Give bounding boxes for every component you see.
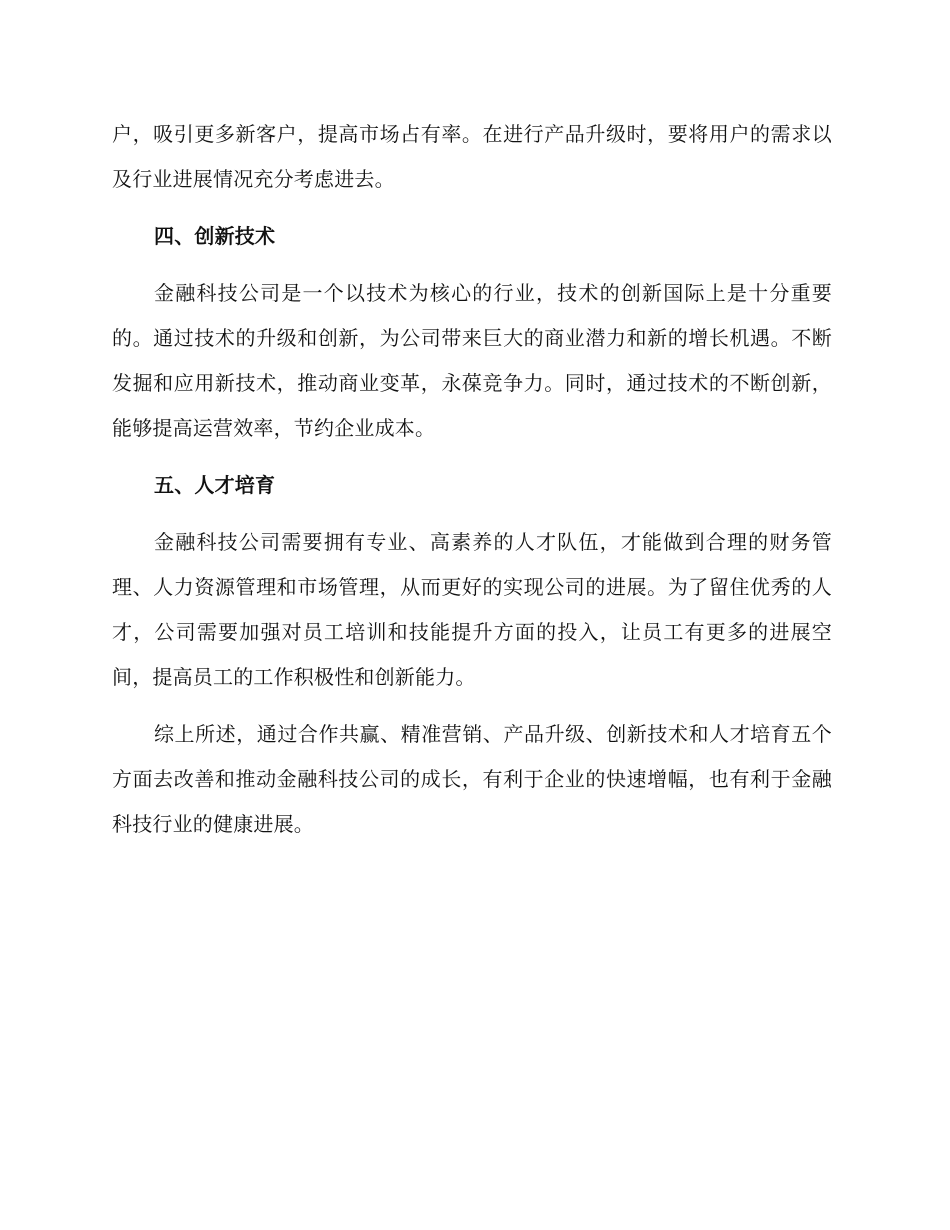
paragraph-conclusion: 综上所述，通过合作共赢、精准营销、产品升级、创新技术和人才培育五个方面去改善和推动金融科技公司的成长，有利于企业的快速增幅，也有利于金融科技行业的健康进展。 xyxy=(112,722,832,836)
paragraph-talent-development: 金融科技公司需要拥有专业、高素养的人才队伍，才能做到合理的财务管理、人力资源管理和市场管理，从而更好的实现公司的进展。为了留住优秀的人才，公司需要加强对员工培训和技能提升方面的投入，让员工有更多的进展空间，提高员工的工作积极性和创新能力。 xyxy=(112,530,832,689)
section-heading-innovation-technology: 四、创新技术 xyxy=(154,224,276,248)
section-heading-talent-development: 五、人才培育 xyxy=(154,473,276,497)
paragraph-innovation-technology: 金融科技公司是一个以技术为核心的行业，技术的创新国际上是十分重要的。通过技术的升级和创新，为公司带来巨大的商业潜力和新的增长机遇。不断发掘和应用新技术，推动商业变革，永葆竞争力。同时，通过技术的不断创新，能够提高运营效率，节约企业成本。 xyxy=(112,281,832,440)
paragraph-continuation: 户，吸引更多新客户，提高市场占有率。在进行产品升级时，要将用户的需求以及行业进展情况充分考虑进去。 xyxy=(112,122,832,191)
document-body xyxy=(112,112,832,859)
